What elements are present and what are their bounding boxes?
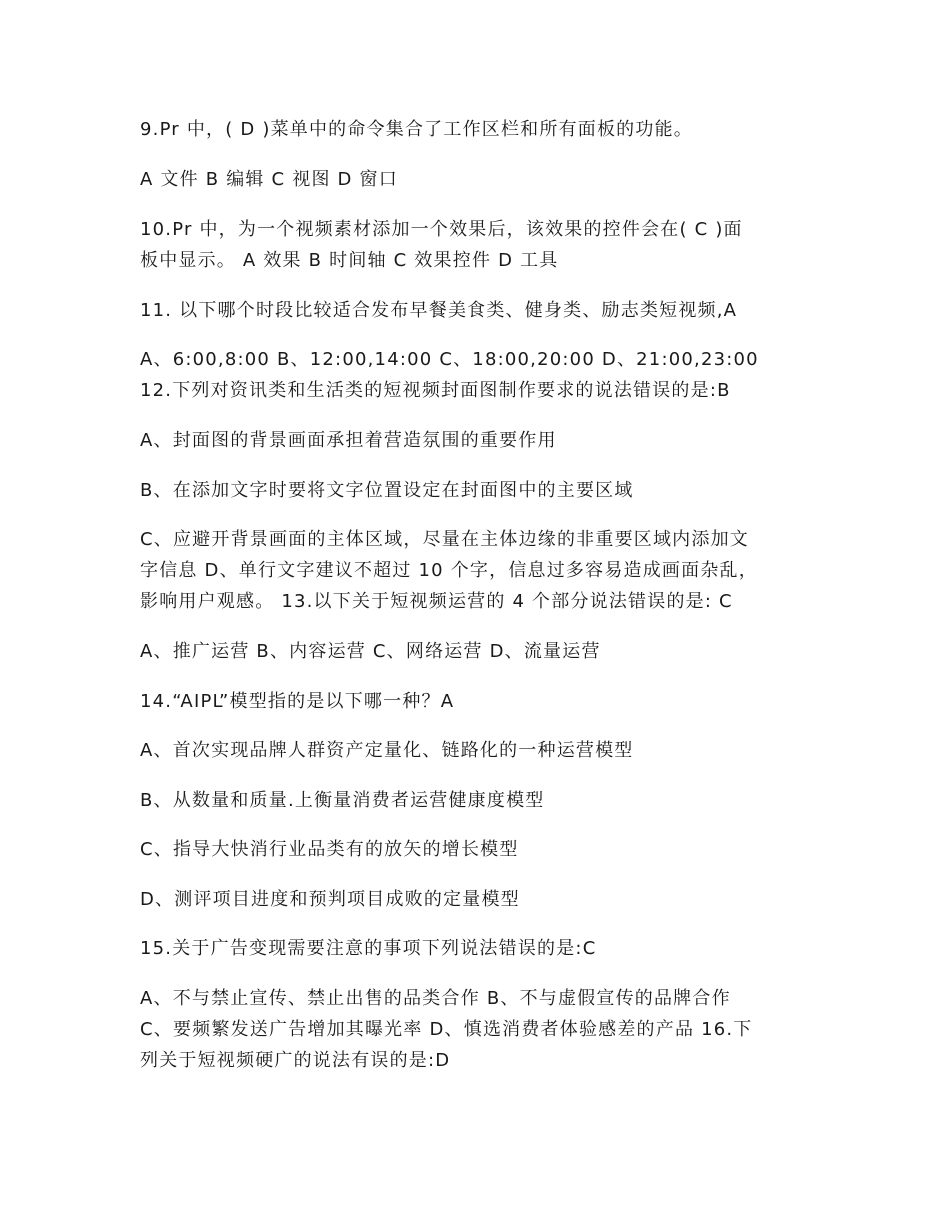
question-12-option-c bbox=[140, 524, 840, 617]
question-14-option-b bbox=[140, 785, 840, 816]
text-line: A 文件 B 编辑 C 视图 D 窗口 bbox=[140, 169, 398, 190]
text-line: A、封面图的背景画面承担着营造氛围的重要作用 bbox=[140, 430, 557, 451]
text-line: D、测评项目进度和预判项目成败的定量模型 bbox=[140, 889, 520, 910]
text-line: C、指导大快消行业品类有的放矢的增长模型 bbox=[140, 839, 519, 860]
text-line: 影响用户观感。 13.以下关于短视频运营的 4 个部分说法错误的是: C bbox=[140, 591, 733, 612]
text-line: 14.“AIPL”模型指的是以下哪一种？A bbox=[140, 691, 455, 712]
question-15 bbox=[140, 933, 840, 964]
text-line: 9.Pr 中，( D )菜单中的命令集合了工作区栏和所有面板的功能。 bbox=[140, 119, 693, 140]
text-line: 板中显示。 A 效果 B 时间轴 C 效果控件 D 工具 bbox=[140, 250, 559, 271]
text-line: A、首次实现品牌人群资产定量化、链路化的一种运营模型 bbox=[140, 740, 634, 761]
question-10 bbox=[140, 214, 840, 276]
text-line: 字信息 D、单行文字建议不超过 10 个字，信息过多容易造成画面杂乱， bbox=[140, 560, 758, 581]
question-14-option-d bbox=[140, 884, 840, 915]
text-line: C、应避开背景画面的主体区域，尽量在主体边缘的非重要区域内添加文 bbox=[140, 529, 749, 550]
question-12-option-b bbox=[140, 475, 840, 506]
question-14 bbox=[140, 686, 840, 717]
question-13-options bbox=[140, 636, 840, 667]
question-14-option-c bbox=[140, 834, 840, 865]
text-line: 列关于短视频硬广的说法有误的是:D bbox=[140, 1050, 451, 1071]
text-line: A、推广运营 B、内容运营 C、网络运营 D、流量运营 bbox=[140, 641, 601, 662]
question-9 bbox=[140, 114, 840, 145]
text-line: 11. 以下哪个时段比较适合发布早餐美食类、健身类、励志类短视频,A bbox=[140, 300, 738, 321]
text-line: A、不与禁止宣传、禁止出售的品类合作 B、不与虚假宣传的品牌合作 bbox=[140, 988, 731, 1009]
question-12-option-a bbox=[140, 425, 840, 456]
text-line: 15.关于广告变现需要注意的事项下列说法错误的是:C bbox=[140, 938, 597, 959]
text-line: A、6:00,8:00 B、12:00,14:00 C、18:00,20:00 D、21:00,23:00 bbox=[140, 349, 759, 370]
text-line: C、要频繁发送广告增加其曝光率 D、慎选消费者体验感差的产品 16.下 bbox=[140, 1019, 753, 1040]
text-line: B、从数量和质量.上衡量消费者运营健康度模型 bbox=[140, 790, 545, 811]
question-9-options bbox=[140, 164, 840, 195]
question-11-options bbox=[140, 344, 840, 406]
question-15-options bbox=[140, 983, 840, 1076]
text-line: B、在添加文字时要将文字位置设定在封面图中的主要区域 bbox=[140, 480, 634, 501]
question-14-option-a bbox=[140, 735, 840, 766]
text-line: 10.Pr 中，为一个视频素材添加一个效果后，该效果的控件会在( C )面 bbox=[140, 219, 743, 240]
question-11 bbox=[140, 295, 840, 326]
text-line: 12.下列对资讯类和生活类的短视频封面图制作要求的说法错误的是:B bbox=[140, 380, 731, 401]
